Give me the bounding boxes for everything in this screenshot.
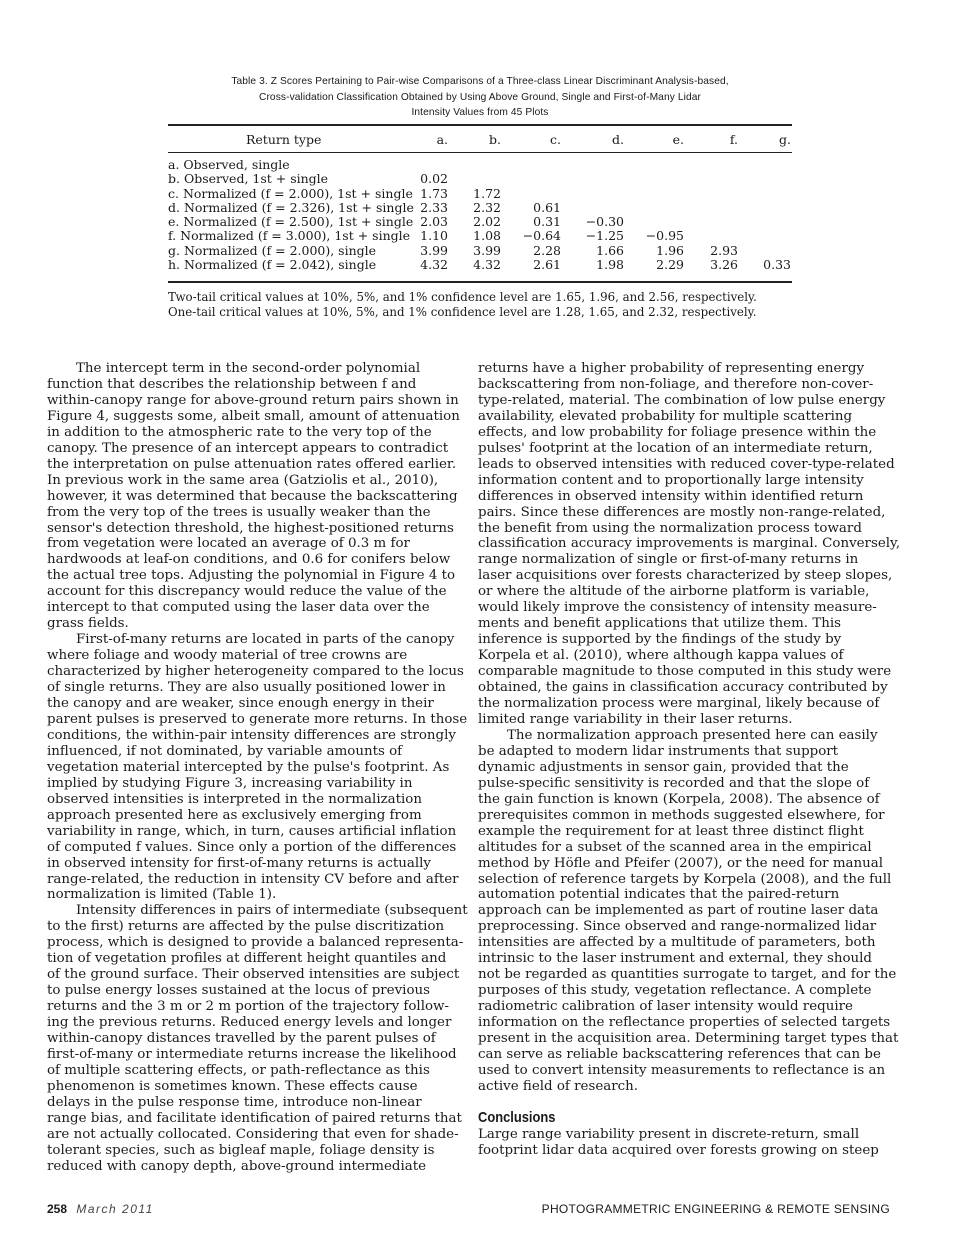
text-line: Intensity differences in pairs of intermediate (subsequent bbox=[76, 903, 468, 919]
table-cell: 4.32 bbox=[420, 257, 448, 273]
text-line: the canopy and are weaker, since enough energy in their bbox=[47, 696, 434, 712]
row-label: d. Normalized (f = 2.326), 1st + single bbox=[168, 199, 414, 215]
text-line: effects, and low probability for foliage presence within the bbox=[478, 424, 877, 440]
text-line: leads to observed intensities with reduced cover-type-related bbox=[478, 456, 895, 472]
text-line: present in the acquisition area. Determining target types that bbox=[478, 1031, 899, 1047]
text-line: the benefit from using the normalization process toward bbox=[478, 520, 862, 536]
text-line: to pulse energy losses sustained at the locus of previous bbox=[47, 983, 431, 999]
text-line: delays in the pulse response time, introduce non-linear bbox=[47, 1094, 422, 1110]
text-line: from the very top of the trees is usually weaker than the bbox=[47, 504, 431, 520]
text-line: first-of-many or intermediate returns increase the likelihood bbox=[47, 1046, 457, 1062]
table-row bbox=[168, 187, 792, 201]
table-cell: −1.25 bbox=[585, 228, 624, 244]
text-line: not be regarded as quantities surrogate to target, and for the bbox=[478, 967, 897, 983]
table-row bbox=[168, 201, 792, 215]
table-header-row bbox=[168, 130, 792, 152]
text-line: preprocessing. Since observed and range-normalized lidar bbox=[478, 919, 877, 935]
text-line: account for this discrepancy would reduce the value of the bbox=[47, 584, 447, 600]
text-line: dynamic adjustments in sensor gain, provided that the bbox=[478, 759, 849, 775]
text-line: of single returns. They are also usually positioned lower in bbox=[47, 680, 446, 696]
text-line: in observed intensity for first-of-many returns is actually bbox=[47, 855, 431, 871]
text-line: Korpela et al. (2010), where although kappa values of bbox=[478, 648, 844, 664]
table-cell: −0.30 bbox=[585, 214, 624, 230]
text-line: approach presented here as exclusively emerging from bbox=[47, 807, 422, 823]
text-line: returns and the 3 m or 2 m portion of the trajectory follow- bbox=[47, 999, 450, 1015]
text-line: selection of reference targets by Korpela (2008), and the full bbox=[478, 871, 892, 887]
table-note: Two-tail critical values at 10%, 5%, and 1% confidence level are 1.65, 1.96, and 2.56, respectively. bbox=[168, 290, 757, 304]
text-line: active field of research. bbox=[478, 1078, 639, 1094]
text-line: from vegetation were located an average of 0.3 m for bbox=[47, 536, 410, 552]
caption-line: Cross-validation Classification Obtained by Using Above Ground, Single and First-of-Many Lidar bbox=[258, 91, 701, 103]
table-cell: 4.32 bbox=[473, 257, 501, 273]
table-cell: 2.93 bbox=[710, 242, 738, 258]
text-line: the interpretation on pulse attenuation rates offered earlier. bbox=[47, 456, 457, 472]
text-line: backscattering from non-foliage, and therefore non-cover- bbox=[478, 376, 874, 392]
row-label: f. Normalized (f = 3.000), 1st + single bbox=[168, 228, 411, 244]
table-cell: 2.03 bbox=[420, 214, 448, 230]
text-line: limited range variability in their laser returns. bbox=[478, 711, 793, 727]
text-line: radiometric calibration of laser intensity would require bbox=[478, 999, 853, 1015]
text-line: the actual tree tops. Adjusting the polynomial in Figure 4 to bbox=[47, 568, 456, 584]
text-line: reduced with canopy depth, above-ground intermediate bbox=[47, 1158, 427, 1174]
text-line: phenomenon is sometimes known. These effects cause bbox=[47, 1078, 418, 1094]
header-col-b: b. bbox=[489, 132, 501, 147]
text-line: differences in observed intensity within identified return bbox=[478, 488, 864, 504]
text-line: intercept to that computed using the laser data over the bbox=[47, 600, 430, 616]
table-note: One-tail critical values at 10%, 5%, and 1% confidence level are 1.28, 1.65, and 2.32, respectively. bbox=[168, 304, 757, 319]
right-column bbox=[478, 361, 901, 1159]
text-line: laser acquisitions over forests characterized by steep slopes, bbox=[478, 568, 893, 584]
text-line: parent pulses is preserved to generate more returns. In those bbox=[47, 711, 468, 727]
row-label: a. Observed, single bbox=[168, 157, 290, 172]
text-line: range-related, the reduction in intensity CV before and after bbox=[47, 871, 459, 887]
row-label: e. Normalized (f = 2.500), 1st + single bbox=[168, 214, 414, 230]
table-cell: −0.95 bbox=[645, 228, 684, 244]
text-line: of the ground surface. Their observed intensities are subject bbox=[47, 967, 460, 983]
table-body bbox=[168, 158, 792, 272]
text-line: the normalization process were marginal, likely because of bbox=[478, 696, 880, 712]
text-line: the gain function is known (Korpela, 2008). The absence of bbox=[478, 791, 880, 807]
text-line: can serve as reliable backscattering references that can be bbox=[478, 1046, 881, 1062]
text-line: approach can be implemented as part of routine laser data bbox=[478, 903, 879, 919]
text-line: implied by studying Figure 3, increasing variability in bbox=[47, 775, 413, 791]
table-cell: 0.33 bbox=[763, 257, 791, 273]
table-cell: 3.26 bbox=[710, 257, 738, 273]
text-line: tolerant species, such as bigleaf maple, foliage density is bbox=[47, 1142, 435, 1158]
table-row bbox=[168, 229, 792, 243]
text-line: returns have a higher probability of representing energy bbox=[478, 361, 865, 376]
text-line: normalization is limited (Table 1). bbox=[47, 887, 277, 903]
text-line: pairs. Since these differences are mostly non-range-related, bbox=[478, 504, 886, 520]
paragraph bbox=[478, 727, 899, 1095]
text-line: range bias, and facilitate identification of paired returns that bbox=[47, 1110, 462, 1126]
table-cell: 0.02 bbox=[420, 171, 448, 187]
text-line: Figure 4, suggests some, albeit small, amount of attenuation bbox=[47, 408, 460, 424]
text-line: ing the previous returns. Reduced energy levels and longer bbox=[47, 1015, 452, 1031]
table-cell: 1.72 bbox=[473, 185, 501, 201]
text-line: In previous work in the same area (Gatziolis et al., 2010), bbox=[47, 472, 439, 488]
table-cell: 2.02 bbox=[473, 214, 501, 230]
table-top-rule bbox=[168, 124, 792, 126]
table-cell: 1.66 bbox=[596, 242, 624, 258]
text-line: process, which is designed to provide a balanced representa- bbox=[47, 935, 464, 951]
text-line: canopy. The presence of an intercept appears to contradict bbox=[47, 440, 449, 456]
text-line: pulse-specific sensitivity is recorded and that the slope of bbox=[478, 775, 870, 791]
issue-date: March 2011 bbox=[76, 1202, 154, 1216]
text-line: conditions, the within-pair intensity differences are strongly bbox=[47, 727, 456, 743]
text-line: prerequisites common in methods suggested elsewhere, for bbox=[478, 807, 885, 823]
text-line: of multiple scattering effects, or path-reflectance as this bbox=[47, 1062, 430, 1078]
table-cell: 2.29 bbox=[656, 257, 684, 273]
table-cell: 1.10 bbox=[420, 228, 448, 244]
journal-name: PHOTOGRAMMETRIC ENGINEERING & REMOTE SENSING bbox=[541, 1202, 890, 1216]
text-line: information on the reflectance properties of selected targets bbox=[478, 1015, 891, 1031]
text-line: however, it was determined that because the backscattering bbox=[47, 488, 458, 504]
table-cell: 1.73 bbox=[420, 185, 448, 201]
text-line: First-of-many returns are located in parts of the canopy bbox=[76, 632, 455, 648]
header-col-e: e. bbox=[672, 132, 684, 147]
text-line: The normalization approach presented here can easily bbox=[507, 727, 878, 743]
header-col-a: a. bbox=[436, 132, 448, 147]
text-line: example the requirement for at least three distinct flight bbox=[478, 823, 864, 839]
text-line: sensor's detection threshold, the highest-positioned returns bbox=[47, 520, 454, 536]
text-line: be adapted to modern lidar instruments that support bbox=[478, 743, 839, 759]
text-line: characterized by higher heterogeneity compared to the locus bbox=[47, 664, 464, 680]
text-line: footprint lidar data acquired over forests growing on steep bbox=[478, 1142, 879, 1158]
text-line: range normalization of single or first-of-many returns in bbox=[478, 552, 859, 568]
text-line: where foliage and woody material of tree crowns are bbox=[47, 648, 408, 664]
text-line: to the first) returns are affected by the pulse discritization bbox=[47, 919, 445, 935]
text-line: type-related, material. The combination of low pulse energy bbox=[478, 392, 886, 408]
table-cell: 2.61 bbox=[533, 257, 561, 273]
text-line: are not actually collocated. Considering that even for shade- bbox=[47, 1126, 459, 1142]
caption-line: Intensity Values from 45 Plots bbox=[411, 107, 549, 118]
text-line: hardwoods at leaf-on conditions, and 0.6 for conifers below bbox=[47, 552, 451, 568]
text-line: availability, elevated probability for multiple scattering bbox=[478, 408, 853, 424]
table-cell: 2.33 bbox=[420, 199, 448, 215]
table-cell: 2.32 bbox=[473, 199, 501, 215]
table-cell: 3.99 bbox=[420, 242, 448, 258]
row-label: g. Normalized (f = 2.000), single bbox=[168, 242, 377, 258]
text-line: within-canopy range for above-ground return pairs shown in bbox=[47, 392, 459, 408]
header-col-f: f. bbox=[729, 132, 738, 147]
table-cell: 1.08 bbox=[473, 228, 501, 244]
text-line: Large range variability present in discrete-return, small bbox=[478, 1126, 860, 1142]
table-cell: 0.31 bbox=[533, 214, 561, 230]
paragraph bbox=[47, 632, 468, 903]
text-line: automation potential indicates that the paired-return bbox=[478, 887, 840, 903]
table-cell: 1.98 bbox=[596, 257, 624, 273]
text-line: vegetation material intercepted by the pulse's footprint. As bbox=[47, 759, 450, 775]
text-line: within-canopy distances travelled by the parent pulses of bbox=[47, 1031, 436, 1047]
table-cell: 3.99 bbox=[473, 242, 501, 258]
table-row bbox=[168, 258, 792, 272]
text-line: purposes of this study, vegetation reflectance. A complete bbox=[478, 983, 872, 999]
text-line: The intercept term in the second-order polynomial bbox=[76, 361, 421, 376]
header-col-c: c. bbox=[550, 132, 561, 147]
header-col-g: g. bbox=[779, 132, 791, 147]
header-col-d: d. bbox=[612, 132, 624, 147]
text-line: pulses' footprint at the location of an intermediate return, bbox=[478, 440, 873, 456]
text-line: influenced, if not dominated, by variable amounts of bbox=[47, 743, 403, 759]
conclusions-heading: Conclusions bbox=[478, 1108, 556, 1126]
table-header-rule bbox=[168, 152, 792, 153]
text-line: intensities are affected by a multitude of parameters, both bbox=[478, 935, 876, 951]
row-label: c. Normalized (f = 2.000), 1st + single bbox=[168, 185, 413, 201]
table-cell: 2.28 bbox=[533, 242, 561, 258]
text-line: ments and benefit applications that utilize them. This bbox=[478, 616, 842, 632]
paragraph bbox=[47, 903, 468, 1174]
text-line: tion of vegetation profiles at different height quantiles and bbox=[47, 951, 447, 967]
row-label: b. Observed, 1st + single bbox=[168, 171, 329, 187]
text-line: observed intensities is interpreted in the normalization bbox=[47, 791, 422, 807]
page-number: 258 bbox=[47, 1202, 68, 1216]
text-line: or where the altitude of the airborne platform is variable, bbox=[478, 584, 870, 600]
text-line: inference is supported by the findings of the study by bbox=[478, 632, 842, 648]
text-line: of computed f values. Since only a portion of the differences bbox=[47, 839, 457, 855]
text-line: would likely improve the consistency of intensity measure- bbox=[478, 600, 877, 616]
table-notes bbox=[168, 290, 808, 319]
row-label: h. Normalized (f = 2.042), single bbox=[168, 257, 377, 273]
table-row bbox=[168, 172, 792, 186]
text-line: in addition to the atmospheric rate to the very top of the bbox=[47, 424, 432, 440]
text-line: method by Höfle and Pfeifer (2007), or the need for manual bbox=[478, 855, 884, 871]
table-row bbox=[168, 244, 792, 258]
page-footer-left bbox=[47, 1202, 154, 1216]
table-cell: 0.61 bbox=[533, 199, 561, 215]
text-line: classification accuracy improvements is marginal. Conversely, bbox=[478, 536, 901, 552]
text-line: used to convert intensity measurements to reflectance is an bbox=[478, 1062, 886, 1078]
text-line: information content and to proportionally large intensity bbox=[478, 472, 864, 488]
table-bottom-rule bbox=[168, 281, 792, 283]
table-cell: 1.96 bbox=[656, 242, 684, 258]
text-line: altitudes for a subset of the scanned area in the empirical bbox=[478, 839, 872, 855]
text-line: variability in range, which, in turn, causes artificial inflation bbox=[47, 823, 457, 839]
text-line: intrinsic to the laser instrument and external, they should bbox=[478, 951, 872, 967]
table-row bbox=[168, 215, 792, 229]
table-caption bbox=[168, 74, 792, 121]
paragraph bbox=[478, 361, 901, 728]
paragraph bbox=[47, 361, 460, 632]
header-return-type: Return type bbox=[246, 132, 322, 147]
caption-line: Table 3. Z Scores Pertaining to Pair-wise Comparisons of a Three-class Linear Discriminant Analysis-based, bbox=[231, 76, 729, 87]
left-column bbox=[47, 361, 468, 1175]
table-cell: −0.64 bbox=[522, 228, 561, 244]
text-line: grass fields. bbox=[47, 616, 129, 632]
text-line: comparable magnitude to those computed in this study were bbox=[478, 664, 892, 680]
table-row bbox=[168, 158, 792, 172]
text-line: obtained, the gains in classification accuracy contributed by bbox=[478, 680, 888, 696]
text-line: function that describes the relationship between f and bbox=[47, 376, 417, 392]
